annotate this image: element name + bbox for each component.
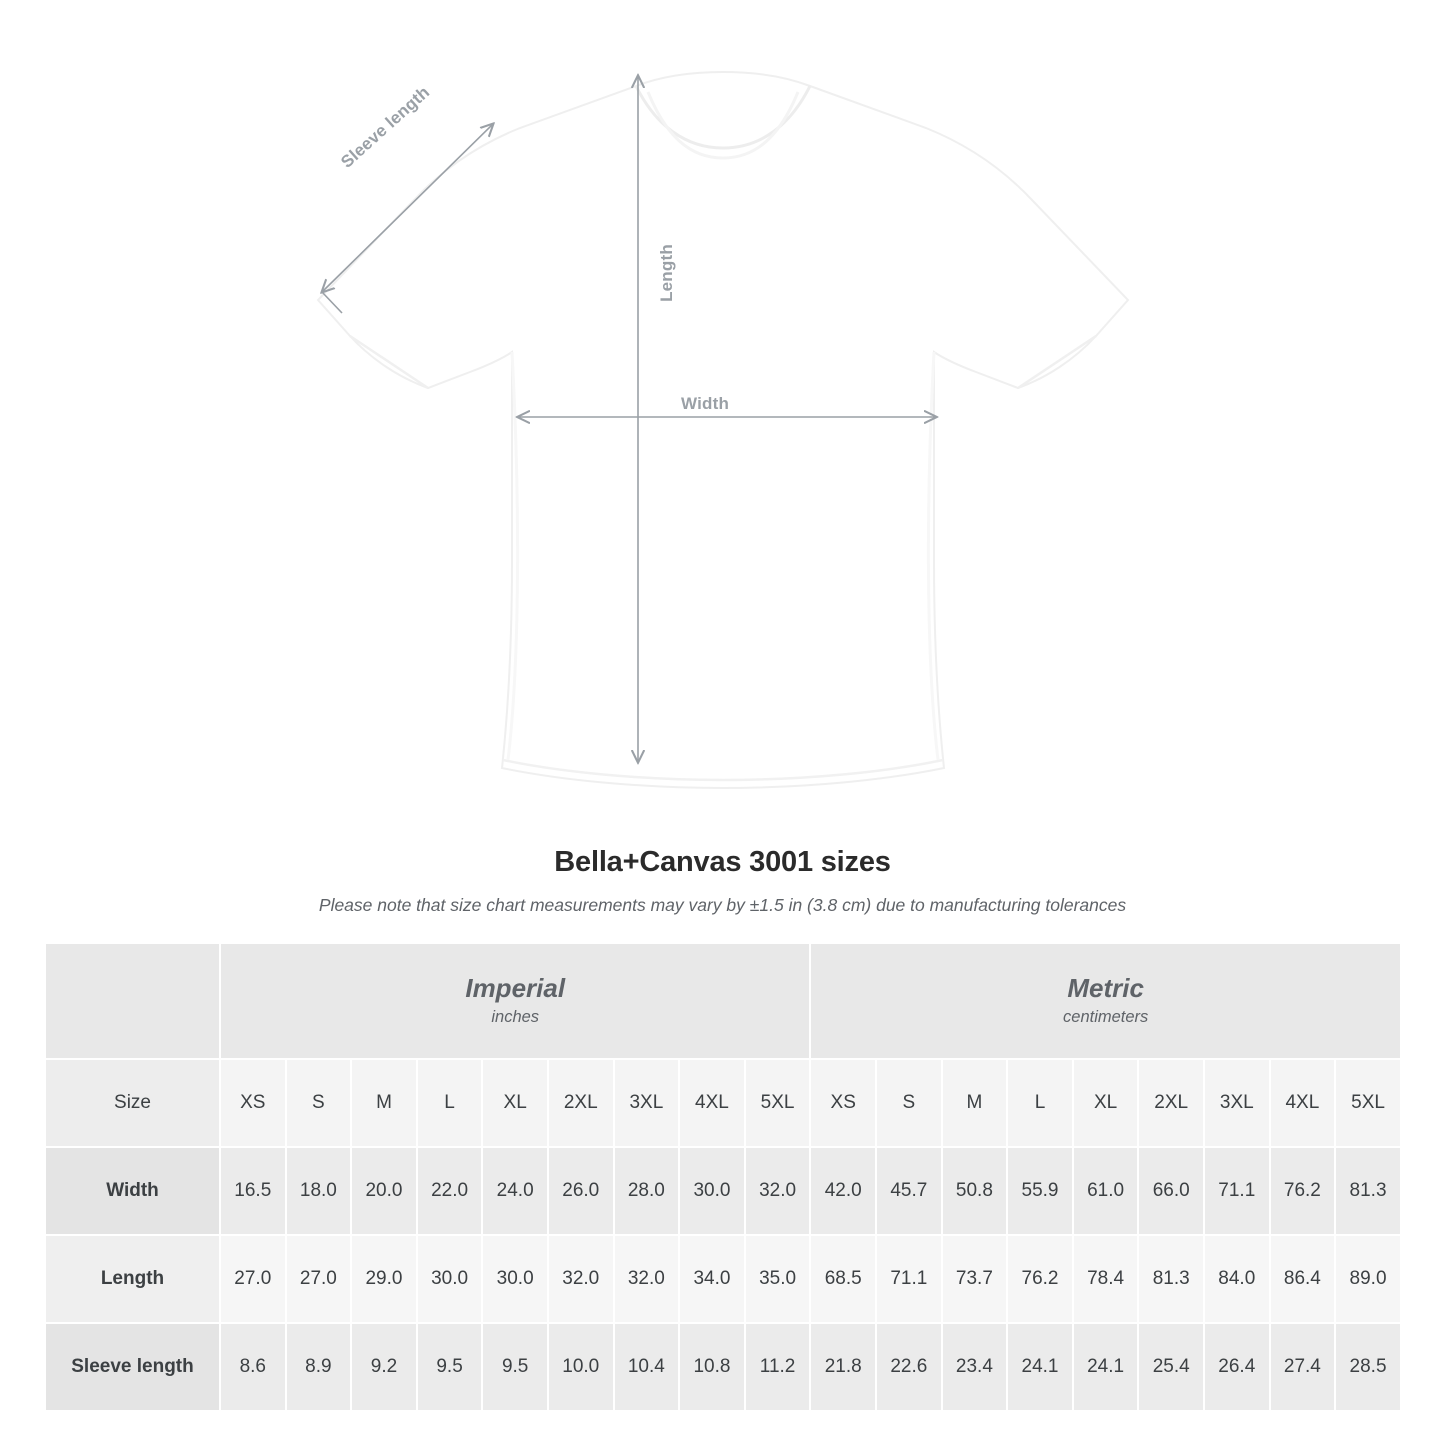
row-label: Width — [45, 1147, 220, 1235]
table-cell: 30.0 — [417, 1235, 483, 1323]
table-cell: 9.5 — [417, 1323, 483, 1411]
table-cell: 23.4 — [942, 1323, 1008, 1411]
table-cell: 66.0 — [1138, 1147, 1204, 1235]
width-dimension-label: Width — [675, 392, 735, 416]
table-cell: 73.7 — [942, 1235, 1008, 1323]
table-cell: 71.1 — [1204, 1147, 1270, 1235]
table-cell: 35.0 — [745, 1235, 811, 1323]
tolerance-note: Please note that size chart measurements may vary by ±1.5 in (3.8 cm) due to manufacturing tolerances — [318, 895, 1127, 915]
table-cell: 76.2 — [1007, 1235, 1073, 1323]
title-block — [0, 846, 1445, 916]
column-header-cell: L — [1007, 1059, 1073, 1147]
metric-title: Metric — [1067, 972, 1144, 1003]
table-cell: 29.0 — [351, 1235, 417, 1323]
table-cell: 34.0 — [679, 1235, 745, 1323]
table-cell: 27.0 — [220, 1235, 286, 1323]
table-cell: 76.2 — [1270, 1147, 1336, 1235]
imperial-subtitle: inches — [491, 1008, 540, 1027]
table-cell: 26.0 — [548, 1147, 614, 1235]
table-cell: 30.0 — [679, 1147, 745, 1235]
table-cell: 8.6 — [220, 1323, 286, 1411]
table-cell: 11.2 — [745, 1323, 811, 1411]
table-cell: 27.0 — [286, 1235, 352, 1323]
column-header-cell: 2XL — [1138, 1059, 1204, 1147]
table-cell: 22.6 — [876, 1323, 942, 1411]
unit-header-row — [45, 943, 1401, 1059]
table-cell: 28.0 — [614, 1147, 680, 1235]
column-header-cell: 5XL — [1335, 1059, 1401, 1147]
table-cell: 32.0 — [745, 1147, 811, 1235]
column-header-cell: XL — [1073, 1059, 1139, 1147]
table-cell: 24.1 — [1073, 1323, 1139, 1411]
unit-header-spacer — [45, 943, 220, 1059]
table-cell: 61.0 — [1073, 1147, 1139, 1235]
table-row — [45, 1147, 1401, 1235]
page-title: Bella+Canvas 3001 sizes — [554, 846, 891, 878]
table-cell: 16.5 — [220, 1147, 286, 1235]
table-cell: 10.8 — [679, 1323, 745, 1411]
column-header-cell: 3XL — [1204, 1059, 1270, 1147]
table-cell: 18.0 — [286, 1147, 352, 1235]
table-cell: 21.8 — [810, 1323, 876, 1411]
table-cell: 78.4 — [1073, 1235, 1139, 1323]
table-cell: 20.0 — [351, 1147, 417, 1235]
metric-header — [810, 943, 1400, 1059]
column-header-cell: S — [876, 1059, 942, 1147]
size-table — [44, 942, 1402, 1412]
column-header-cell: XS — [220, 1059, 286, 1147]
table-cell: 24.1 — [1007, 1323, 1073, 1411]
column-header-cell: M — [942, 1059, 1008, 1147]
metric-subtitle: centimeters — [1063, 1008, 1149, 1027]
table-cell: 32.0 — [548, 1235, 614, 1323]
column-header-row — [45, 1059, 1401, 1147]
table-cell: 10.4 — [614, 1323, 680, 1411]
column-header-cell: M — [351, 1059, 417, 1147]
table-cell: 25.4 — [1138, 1323, 1204, 1411]
column-header-cell: 3XL — [614, 1059, 680, 1147]
column-header-cell: S — [286, 1059, 352, 1147]
table-cell: 8.9 — [286, 1323, 352, 1411]
table-cell: 50.8 — [942, 1147, 1008, 1235]
row-label: Sleeve length — [45, 1323, 220, 1411]
sleeve-length-dimension-label: Sleeve length — [330, 76, 441, 180]
imperial-title: Imperial — [465, 972, 566, 1003]
table-cell: 26.4 — [1204, 1323, 1270, 1411]
table-cell: 32.0 — [614, 1235, 680, 1323]
column-header-cell: XS — [810, 1059, 876, 1147]
table-cell: 30.0 — [482, 1235, 548, 1323]
table-cell: 42.0 — [810, 1147, 876, 1235]
length-dimension-label: Length — [654, 236, 680, 310]
table-row — [45, 1235, 1401, 1323]
tshirt-shape — [318, 72, 1128, 788]
table-cell: 71.1 — [876, 1235, 942, 1323]
column-header-cell: 2XL — [548, 1059, 614, 1147]
table-cell: 68.5 — [810, 1235, 876, 1323]
table-cell: 9.5 — [482, 1323, 548, 1411]
table-cell: 22.0 — [417, 1147, 483, 1235]
table-cell: 24.0 — [482, 1147, 548, 1235]
imperial-header — [220, 943, 810, 1059]
table-cell: 9.2 — [351, 1323, 417, 1411]
column-header-cell: 4XL — [1270, 1059, 1336, 1147]
column-header-cell: XL — [482, 1059, 548, 1147]
table-cell: 45.7 — [876, 1147, 942, 1235]
size-header-cell: Size — [45, 1059, 220, 1147]
table-cell: 84.0 — [1204, 1235, 1270, 1323]
column-header-cell: 4XL — [679, 1059, 745, 1147]
table-cell: 28.5 — [1335, 1323, 1401, 1411]
table-cell: 81.3 — [1335, 1147, 1401, 1235]
column-header-cell: 5XL — [745, 1059, 811, 1147]
size-table-wrap — [44, 942, 1401, 1412]
table-cell: 27.4 — [1270, 1323, 1336, 1411]
column-header-cell: L — [417, 1059, 483, 1147]
row-label: Length — [45, 1235, 220, 1323]
table-cell: 10.0 — [548, 1323, 614, 1411]
table-cell: 89.0 — [1335, 1235, 1401, 1323]
table-cell: 86.4 — [1270, 1235, 1336, 1323]
table-cell: 55.9 — [1007, 1147, 1073, 1235]
table-row — [45, 1323, 1401, 1411]
table-cell: 81.3 — [1138, 1235, 1204, 1323]
